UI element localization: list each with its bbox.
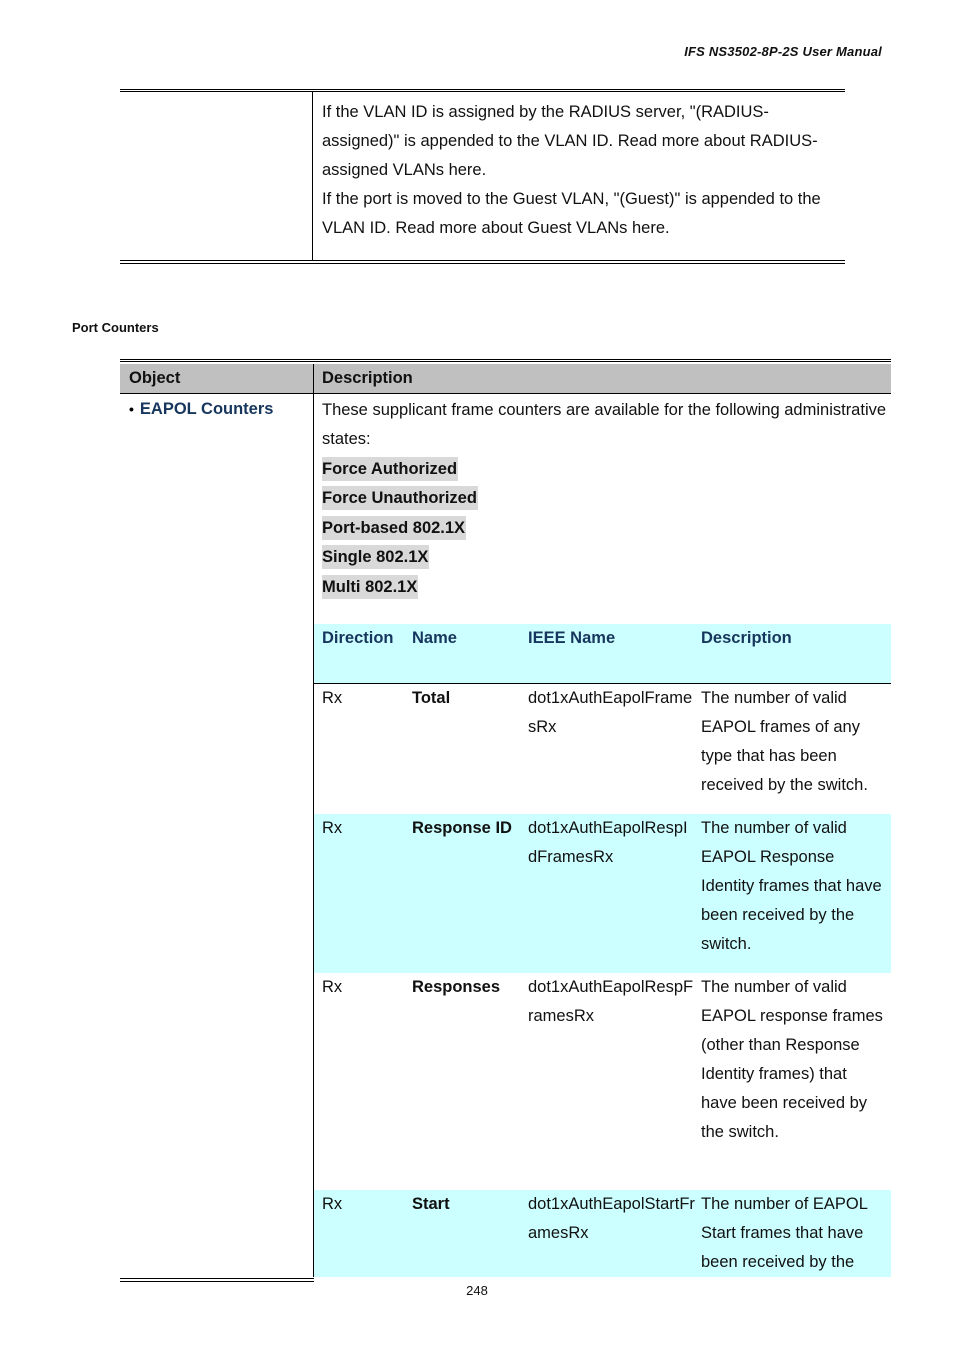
table-header-row — [120, 364, 891, 394]
name-cell: Total — [412, 689, 451, 707]
description-cell — [322, 396, 887, 602]
name-cell: Start — [412, 1195, 450, 1213]
continuation-paragraph: If the VLAN ID is assigned by the RADIUS server, "(RADIUS-assigned)" is appended to the VLAN ID. Read more about RADIUS-assigned VLANs here. — [322, 103, 818, 179]
bullet-icon: • — [129, 401, 134, 417]
table-row — [314, 1190, 891, 1277]
counter-description-cell: The number of EAPOL Start frames that have been received by the — [701, 1195, 868, 1271]
manual-header: IFS NS3502-8P-2S User Manual — [684, 44, 882, 59]
counters-table — [314, 624, 891, 1277]
direction-cell: Rx — [322, 978, 343, 996]
counters-header-row — [314, 624, 891, 684]
header-divider — [313, 364, 314, 393]
ieee-name-cell: dot1xAuthEapolRespIdFramesRx — [528, 819, 688, 866]
intro-text: These supplicant frame counters are available for the following administrative states: — [322, 401, 887, 448]
object-cell — [129, 397, 273, 421]
object-column-header: Object — [129, 369, 181, 387]
table-row — [314, 684, 891, 814]
states-list — [322, 454, 887, 602]
table-row — [314, 814, 891, 973]
page-number: 248 — [466, 1283, 488, 1298]
continuation-table — [120, 89, 845, 264]
table-row — [314, 973, 891, 1190]
continuation-paragraph: If the port is moved to the Guest VLAN, "(Guest)" is appended to the VLAN ID. Read more about Guest VLANs here. — [322, 190, 821, 237]
table-bottom-rule — [120, 1276, 314, 1282]
state-label: Multi 802.1X — [322, 575, 418, 599]
state-label: Force Unauthorized — [322, 486, 478, 510]
counter-description-header: Description — [701, 629, 792, 647]
ieee-name-cell: dot1xAuthEapolRespFramesRx — [528, 978, 694, 1025]
ieee-name-cell: dot1xAuthEapolStartFramesRx — [528, 1195, 695, 1242]
ieee-name-header: IEEE Name — [528, 629, 616, 647]
continuation-description-cell — [322, 98, 837, 243]
object-label: EAPOL Counters — [139, 400, 274, 418]
state-label: Port-based 802.1X — [322, 516, 466, 540]
direction-header: Direction — [322, 629, 394, 647]
direction-cell: Rx — [322, 689, 343, 707]
continuation-object-cell — [120, 92, 313, 260]
direction-cell: Rx — [322, 819, 343, 837]
name-cell: Response ID — [412, 819, 512, 837]
direction-cell: Rx — [322, 1195, 343, 1213]
name-header: Name — [412, 629, 457, 647]
section-title: Port Counters — [72, 320, 159, 335]
ieee-name-cell: dot1xAuthEapolFramesRx — [528, 689, 693, 736]
state-label: Force Authorized — [322, 457, 458, 481]
counter-description-cell: The number of valid EAPOL response frames (other than Response Identity frames) that have been received by the switch. — [701, 978, 883, 1141]
name-cell: Responses — [412, 978, 501, 996]
counter-description-cell: The number of valid EAPOL frames of any type that has been received by the switch. — [701, 689, 868, 794]
counter-description-cell: The number of valid EAPOL Response Identity frames that have been received by the switch. — [701, 819, 882, 953]
description-column-header: Description — [322, 369, 413, 387]
state-label: Single 802.1X — [322, 545, 429, 569]
